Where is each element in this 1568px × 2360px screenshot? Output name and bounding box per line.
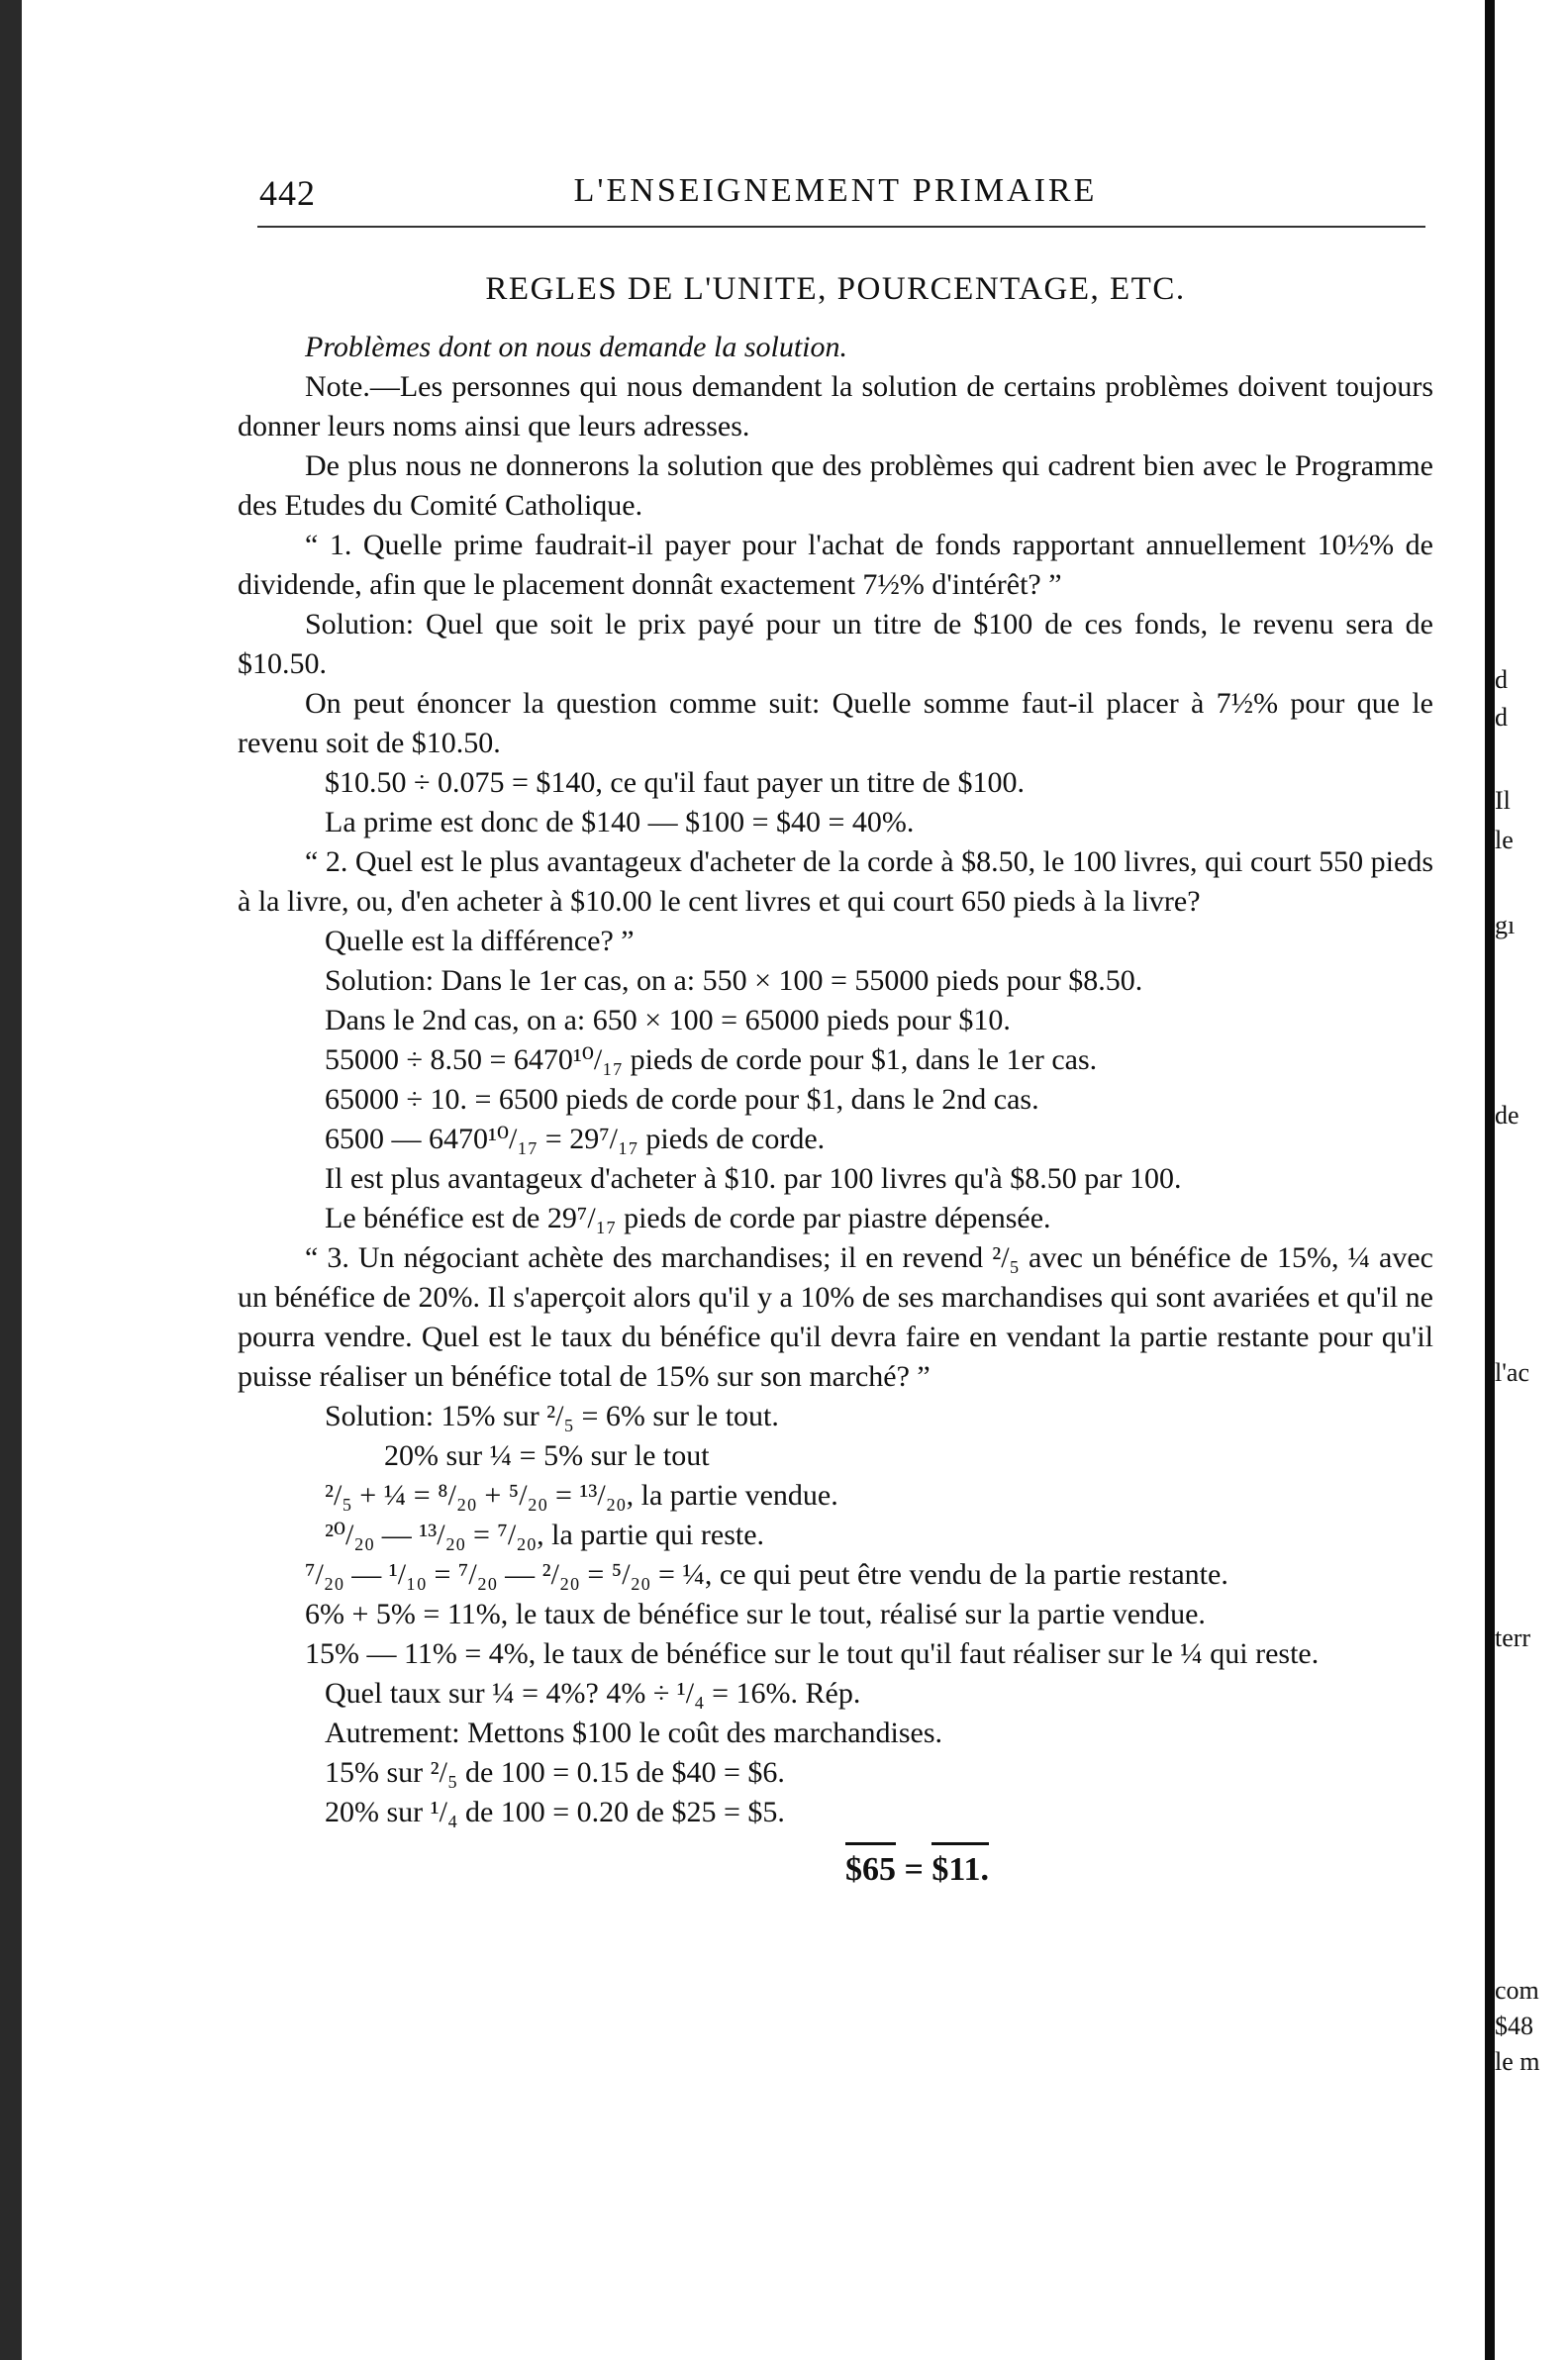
text-paragraph: Solution: Dans le 1er cas, on a: 550 × 100 = 55000 pieds pour $8.50. [325,964,1143,997]
text-paragraph: 6% + 5% = 11%, le taux de bénéfice sur le tout, réalisé sur la partie vendue. [305,1598,1206,1630]
scan-left-edge [0,0,22,2360]
total-benefit: $11. [931,1842,989,1889]
text-paragraph: 15% — 11% = 4%, le taux de bénéfice sur le tout qu'il faut réaliser sur le ¼ qui reste. [305,1637,1320,1670]
text-paragraph: Solution: Quel que soit le prix payé pour un titre de $100 de ces fonds, le revenu sera de $10.50. [238,608,1433,680]
total-amount: $65 [845,1842,896,1889]
text-paragraph: 65000 ÷ 10. = 6500 pieds de corde pour $1, dans le 2nd cas. [325,1083,1039,1116]
text-paragraph: Quelle est la différence? ” [325,925,635,957]
text-paragraph: De plus nous ne donnerons la solution que des problèmes qui cadrent bien avec le Programme des Etudes du Comité Catholique. [238,449,1433,522]
running-head [238,168,1433,218]
text-paragraph: 20% sur ¼ = 5% sur le tout [384,1439,710,1472]
text-paragraph: ²⁰/₂₀ — ¹³/₂₀ = ⁷/₂₀, la partie qui reste. [325,1519,765,1551]
journal-title: L'ENSEIGNEMENT PRIMAIRE [573,172,1098,209]
totals-line [238,1842,1433,1889]
body-text [238,328,1433,1832]
adjacent-text: le m [1495,2047,1540,2076]
document-page [238,168,1433,1889]
text-paragraph: Il est plus avantageux d'acheter à $10. par 100 livres qu'à $8.50 par 100. [325,1162,1182,1195]
text-paragraph: “ 3. Un négociant achète des marchandises; il en revend ²/₅ avec un bénéfice de 15%, ¼ avec un bénéfice de 20%. Il s'aperçoit alors qu'il y a 10% de ses marchandises qui sont avariées et qu'il ne pourra vendre. Quel est le taux du bénéfice qu'il devra faire en vendant la partie restante pour qu'il puisse réaliser un bénéfice total de 15% sur son marché? ” [238,1241,1433,1393]
adjacent-text: Il [1495,786,1511,815]
text-paragraph: On peut énoncer la question comme suit: Quelle somme faut-il placer à 7½% pour que le revenu soit de $10.50. [238,687,1433,759]
adjacent-text: d [1495,665,1508,694]
text-paragraph: Solution: 15% sur ²/₅ = 6% sur le tout. [325,1400,779,1432]
text-paragraph: Problèmes dont on nous demande la solution. [305,331,848,363]
adjacent-text: de [1495,1101,1519,1130]
text-paragraph: Le bénéfice est de 29⁷/₁₇ pieds de corde par piastre dépensée. [325,1202,1051,1234]
adjacent-text: gı [1495,911,1516,939]
text-paragraph: 55000 ÷ 8.50 = 6470¹⁰/₁₇ pieds de corde pour $1, dans le 1er cas. [325,1043,1098,1076]
adjacent-text: d [1495,703,1508,732]
text-paragraph: $10.50 ÷ 0.075 = $140, ce qu'il faut payer un titre de $100. [325,766,1025,799]
text-paragraph: 15% sur ²/₅ de 100 = 0.15 de $40 = $6. [325,1756,785,1789]
total-equals: = [904,1851,924,1888]
text-paragraph: Note.—Les personnes qui nous demandent la solution de certains problèmes doivent toujours donner leurs noms ainsi que leurs adresses. [238,370,1433,442]
text-paragraph: ⁷/₂₀ — ¹/₁₀ = ⁷/₂₀ — ²/₂₀ = ⁵/₂₀ = ¼, ce qui peut être vendu de la partie restante. [305,1558,1228,1591]
adjacent-text: l'ac [1495,1358,1529,1387]
text-paragraph: ²/₅ + ¼ = ⁸/₂₀ + ⁵/₂₀ = ¹³/₂₀, la partie vendue. [325,1479,838,1512]
text-paragraph: La prime est donc de $140 — $100 = $40 = 40%. [325,806,915,838]
text-paragraph: “ 2. Quel est le plus avantageux d'acheter de la corde à $8.50, le 100 livres, qui court 550 pieds à la livre, ou, d'en acheter à $10.00 le cent livres et qui court 650 pieds à la livre? [238,845,1433,918]
text-paragraph: 20% sur ¹/₄ de 100 = 0.20 de $25 = $5. [325,1796,785,1828]
text-paragraph: Autrement: Mettons $100 le coût des marchandises. [325,1717,943,1749]
section-title: REGLES DE L'UNITE, POURCENTAGE, ETC. [485,271,1186,307]
adjacent-text: $48 [1495,2012,1533,2040]
adjacent-text: le [1495,826,1514,854]
text-paragraph: “ 1. Quelle prime faudrait-il payer pour l'achat de fonds rapportant annuellement 10½% de dividende, afin que le placement donnât exactement 7½% d'intérêt? ” [238,529,1433,601]
text-paragraph: 6500 — 6470¹⁰/₁₇ = 29⁷/₁₇ pieds de corde. [325,1123,826,1155]
adjacent-text: com [1495,1976,1539,2005]
adjacent-text: terr [1495,1623,1531,1652]
text-paragraph: Quel taux sur ¼ = 4%? 4% ÷ ¹/₄ = 16%. Rép. [325,1677,861,1710]
text-paragraph: Dans le 2nd cas, on a: 650 × 100 = 65000 pieds pour $10. [325,1004,1011,1036]
header-rule [257,226,1425,228]
page-number: 442 [259,173,316,213]
adjacent-page-fragment [1495,0,1568,2360]
